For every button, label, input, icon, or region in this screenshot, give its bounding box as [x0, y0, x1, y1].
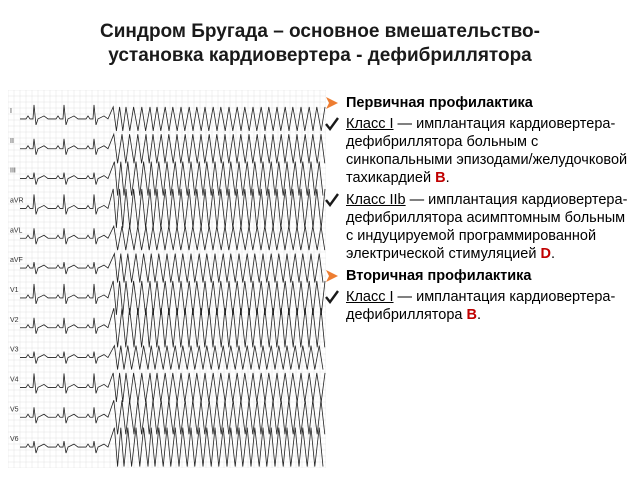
- class-label: Класс I: [346, 116, 394, 132]
- ecg-trace: [20, 373, 325, 402]
- text-content: [324, 94, 632, 327]
- ecg-trace: [20, 428, 323, 467]
- primary-prevention-heading: Первичная профилактика: [324, 94, 632, 112]
- ecg-lead-label: V5: [10, 406, 19, 414]
- recommendation-class-i-primary: Класс I — имплантация кардиовертера-дефибриллятора больным с синкопальными эпизодами/желудочковой тахикардией B.: [324, 115, 632, 187]
- ecg-lead-label: V1: [10, 286, 19, 294]
- recommendation-class-iib-primary: Класс IIb — имплантация кардиовертера-дефибриллятора асимптомным больным с индуцируемой программированной электрической стимуляцией D.: [324, 191, 632, 263]
- recommendation-text: — имплантация кардиовертера-дефибриллятора асимптомным больным с индуцируемой программированной электрической стимуляцией: [346, 192, 628, 262]
- recommendation-class-i-secondary: Класс I — имплантация кардиовертера-дефибриллятора B.: [324, 288, 632, 324]
- evidence-level: D: [540, 246, 551, 262]
- ecg-lead-label: I: [10, 107, 12, 115]
- ecg-lead-label: V4: [10, 376, 19, 384]
- ecg-image: [8, 90, 326, 468]
- arrow-bullet-icon: [324, 95, 340, 111]
- ecg-strip: [8, 90, 326, 468]
- ecg-lead-label: aVL: [10, 227, 23, 235]
- slide-title-line-2: установка кардиовертера - дефибриллятора: [108, 45, 532, 66]
- ecg-lead-label: aVF: [10, 257, 23, 265]
- ecg-lead-label: aVR: [10, 197, 24, 205]
- recommendation-text: — имплантация кардиовертера-дефибриллятора больным с синкопальными эпизодами/желудочковой тахикардией: [346, 116, 628, 186]
- ecg-trace: [20, 105, 325, 131]
- class-label: Класс I: [346, 289, 394, 305]
- class-label: Класс IIb: [346, 192, 406, 208]
- ecg-trace: [20, 226, 325, 250]
- recommendation-text: — имплантация кардиовертера-дефибриллятора: [346, 289, 616, 323]
- ecg-lead-label: V2: [10, 316, 19, 324]
- ecg-trace: [20, 134, 325, 163]
- ecg-lead-label: III: [10, 167, 16, 175]
- slide-title: [0, 20, 640, 68]
- check-bullet-icon: [324, 116, 340, 132]
- slide-title-line-1: Синдром Бругада – основное вмешательство-: [100, 21, 540, 42]
- ecg-trace: [20, 308, 325, 347]
- ecg-lead-label: V3: [10, 346, 19, 354]
- ecg-trace: [20, 281, 325, 315]
- evidence-level: B: [435, 170, 446, 186]
- arrow-bullet-icon: [324, 268, 340, 284]
- ecg-lead-label: II: [10, 137, 14, 145]
- ecg-lead-label: V6: [10, 436, 19, 444]
- secondary-prevention-heading: Вторичная профилактика: [324, 267, 632, 285]
- evidence-level: B: [466, 307, 477, 323]
- check-bullet-icon: [324, 192, 340, 208]
- check-bullet-icon: [324, 289, 340, 305]
